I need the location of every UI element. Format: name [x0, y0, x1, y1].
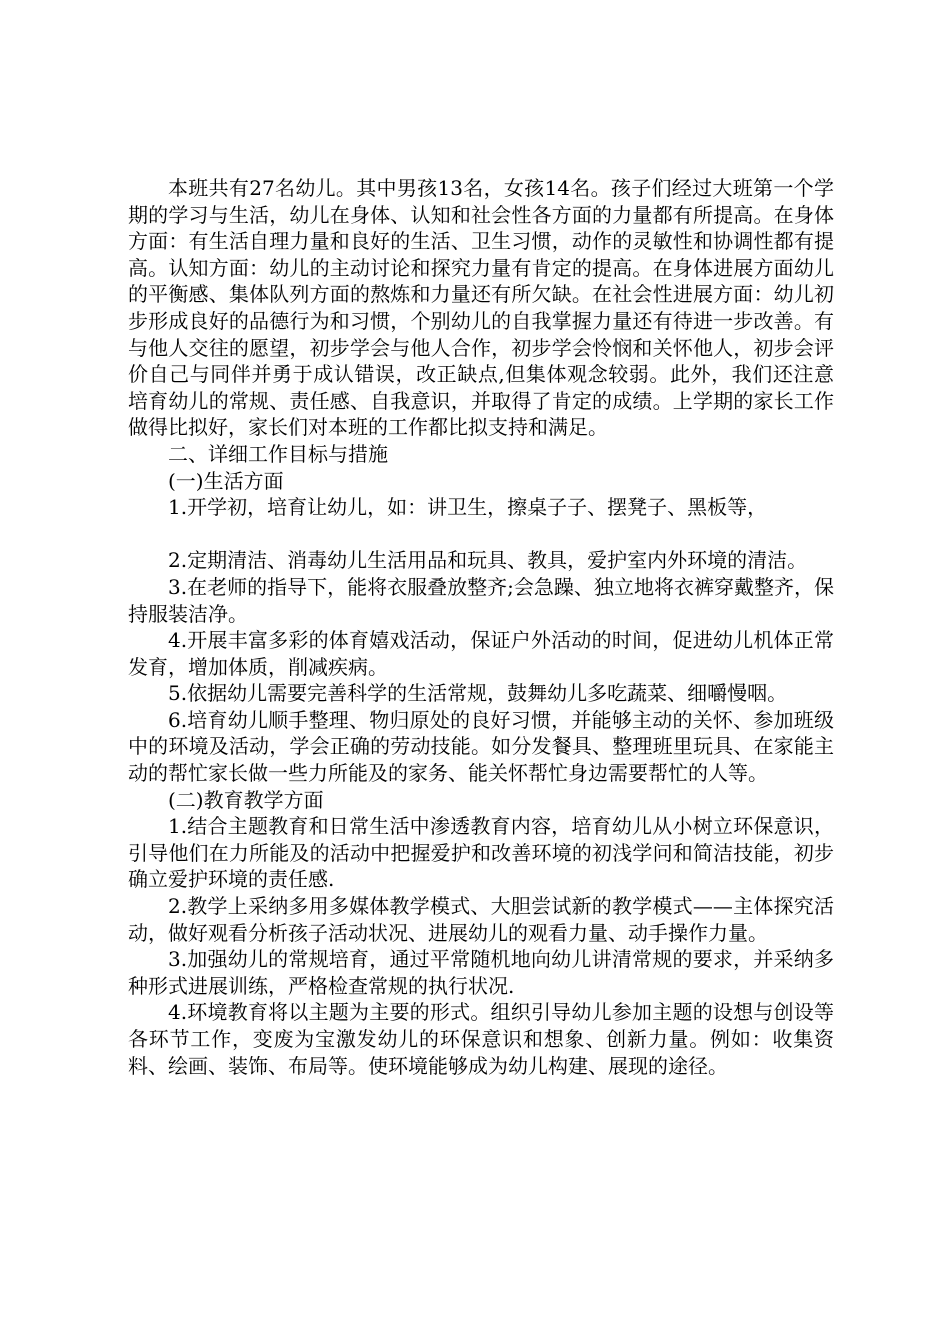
life-item-3: 3.在老师的指导下，能将衣服叠放整齐;会急躁、独立地将衣裤穿戴整齐，保持服装洁净。 [128, 574, 834, 626]
class-overview-paragraph: 本班共有27名幼儿。其中男孩13名，女孩14名。孩子们经过大班第一个学期的学习与生活，幼儿在身体、认知和社会性各方面的力量都有所提高。在身体方面：有生活自理力量和良好的生活、卫生习惯，动作的灵敏性和协调性都有提高。认知方面：幼儿的主动讨论和探究力量有肯定的提高。在身体进展方面幼儿的平衡感、集体队列方面的熬炼和力量还有所欠缺。在社会性进展方面：幼儿初步形成良好的品德行为和习惯，个别幼儿的自我掌握力量还有待进一步改善。有与他人交往的愿望，初步学会与他人合作，初步学会怜悯和关怀他人，初步会评价自己与同伴并勇于成认错误，改正缺点,但集体观念较弱。此外，我们还注意培育幼儿的常规、责任感、自我意识，并取得了肯定的成绩。上学期的家长工作做得比拟好，家长们对本班的工作都比拟支持和满足。 [128, 176, 834, 440]
life-item-1: 1.开学初，培育让幼儿，如：讲卫生，擦桌子子、摆凳子、黑板等， [168, 495, 768, 520]
teaching-item-4: 4.环境教育将以主题为主要的形式。组织引导幼儿参加主题的设想与创设等各环节工作，变废为宝激发幼儿的环保意识和想象、创新力量。例如：收集资料、绘画、装饰、布局等。使环境能够成为幼儿构建、展现的途径。 [128, 1000, 834, 1078]
life-item-6: 6.培育幼儿顺手整理、物归原处的良好习惯，并能够主动的关怀、参加班级中的环境及活动，学会正确的劳动技能。如分发餐具、整理班里玩具、在家能主动的帮忙家长做一些力所能及的家务、能关怀帮忙身边需要帮忙的人等。 [128, 707, 834, 786]
life-item-4: 4.开展丰富多彩的体育嬉戏活动，保证户外活动的时间，促进幼儿机体正常发育，增加体质，削减疾病。 [128, 628, 834, 679]
document-body [128, 175, 834, 1079]
life-item-2: 2.定期清洁、消毒幼儿生活用品和玩具、教具，爱护室内外环境的清洁。 [168, 548, 808, 573]
teaching-item-3: 3.加强幼儿的常规培育，通过平常随机地向幼儿讲清常规的要求，并采纳多种形式进展训练，严格检查常规的执行状况. [128, 947, 834, 998]
life-item-5: 5.依据幼儿需要完善科学的生活常规，鼓舞幼儿多吃蔬菜、细嚼慢咽。 [168, 681, 788, 706]
teaching-item-2: 2.教学上采纳多用多媒体教学模式、大胆尝试新的教学模式——主体探究活动，做好观看分析孩子活动状况、进展幼儿的观看力量、动手操作力量。 [128, 894, 834, 945]
teaching-item-1: 1.结合主题教育和日常生活中渗透教育内容，培育幼儿从小树立环保意识，引导他们在力所能及的活动中把握爱护和改善环境的初浅学问和简洁技能，初步确立爱护环境的责任感. [128, 814, 834, 892]
blank-line [128, 521, 834, 548]
section-heading-goals: 二、详细工作目标与措施 [168, 441, 388, 466]
subheading-teaching: (二)教育教学方面 [168, 787, 324, 812]
subheading-life: (一)生活方面 [168, 468, 284, 493]
